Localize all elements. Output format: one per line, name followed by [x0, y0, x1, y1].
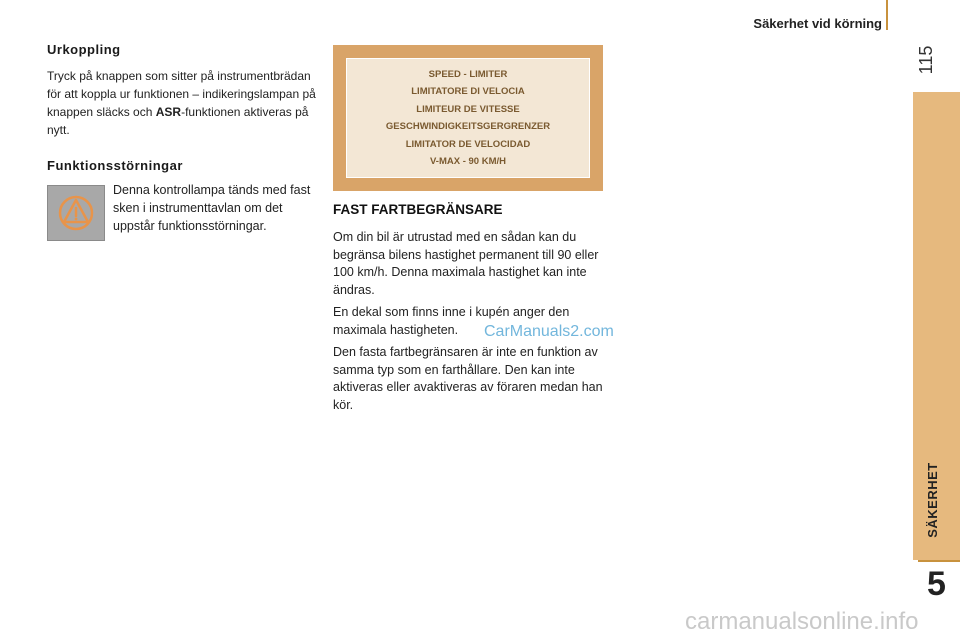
page-number: 115	[916, 45, 936, 75]
chapter-label: SÄKERHET	[925, 462, 940, 538]
section-heading: Urkoppling	[47, 42, 121, 57]
paragraph: Om din bil är utrustad med en sådan kan du begränsa bilens hastighet permanent till 90 eller 100 km/h. Denna maximala hastighet kan inte ändras.	[333, 230, 599, 297]
warning-description: Denna kontrollampa tänds med fast sken i instrumenttavlan om det uppstår funktionsstörningar.	[113, 183, 311, 233]
decal-label	[346, 58, 590, 178]
body-text-end: -funktionen aktiveras på nytt.	[47, 105, 309, 137]
warning-triangle-svg	[48, 186, 104, 240]
speed-limiter-decal	[333, 45, 603, 191]
footer-watermark: carmanualsonline.info	[685, 608, 919, 635]
body-text-start: Tryck på knappen som sitter på instrumentbrädan för att koppla ur funktionen – indikeringslampan på knappen släcks och	[47, 69, 316, 119]
warning-triangle-icon	[47, 185, 105, 241]
decal-line: SPEED - LIMITER	[428, 68, 508, 80]
decal-line: LIMITEUR DE VITESSE	[416, 103, 520, 115]
paragraph: En dekal som finns inne i kupén anger den maximala hastigheten.	[333, 305, 570, 337]
header-divider	[886, 0, 888, 30]
decal-line: LIMITATORE DI VELOCIA	[411, 86, 525, 97]
watermark-text: CarManuals2.com	[484, 323, 614, 340]
section-heading: Funktionsstörningar	[47, 158, 183, 173]
section-urkoppling	[47, 42, 317, 139]
section-fast-fartbegransare	[333, 202, 608, 419]
chapter-number: 5	[927, 565, 946, 603]
asr-term: ASR	[155, 105, 182, 119]
decal-line: GESCHWINDIGKEITSGERGRENZER	[385, 121, 551, 132]
paragraph: Den fasta fartbegränsaren är inte en funktion av samma typ som en farthållare. Den kan inte aktiveras eller avaktiveras av föraren medan han kör.	[333, 345, 603, 412]
section-heading: FAST FARTBEGRÄNSARE	[333, 202, 503, 217]
section-funktionsstorningar	[47, 158, 317, 183]
section-body	[47, 67, 317, 139]
decal-line: V-MAX - 90 KM/H	[429, 156, 506, 167]
decal-line: LIMITATOR DE VELOCIDAD	[405, 138, 531, 150]
page-header-title: Säkerhet vid körning	[753, 16, 882, 31]
